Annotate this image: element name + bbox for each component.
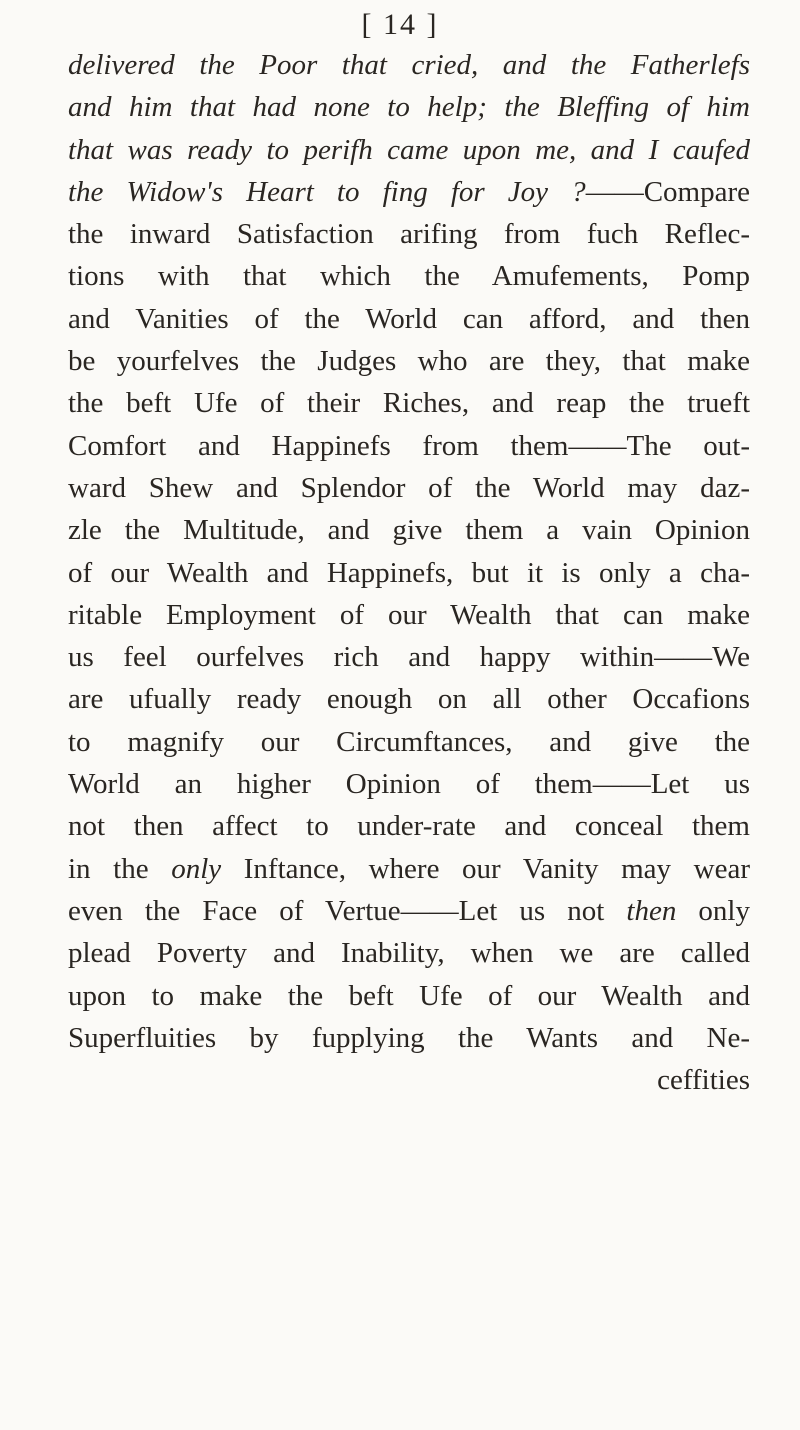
text-line	[68, 171, 750, 213]
text-run: of our Wealth and Happinefs, but it is only a cha-	[68, 556, 750, 589]
text-run: Inftance, where our Vanity may wear	[221, 852, 750, 885]
text-run: in the	[68, 852, 172, 885]
text-line	[68, 975, 750, 1017]
text-run: Superfluities by fupplying the Wants and Ne-	[68, 1021, 750, 1054]
text-line	[68, 1059, 750, 1101]
text-run: that was ready to perifh came upon me, and I caufed	[68, 133, 750, 166]
body-text	[68, 44, 750, 1101]
text-line	[68, 86, 750, 128]
text-line	[68, 129, 750, 171]
text-line	[68, 763, 750, 805]
text-run: World an higher Opinion of them——Let us	[68, 768, 750, 801]
text-line	[68, 255, 750, 297]
text-run: the Widow's Heart to fing for Joy ?	[68, 175, 586, 208]
text-run: Comfort and Happinefs from them——The out-	[68, 429, 750, 462]
text-run: then	[626, 894, 677, 927]
text-line	[68, 340, 750, 382]
text-line	[68, 594, 750, 636]
text-run: ceffities	[657, 1064, 750, 1097]
text-run: delivered the Poor that cried, and the Fatherlefs	[68, 49, 750, 81]
text-line	[68, 44, 750, 86]
text-run: to magnify our Circumftances, and give the	[68, 725, 750, 758]
text-line	[68, 636, 750, 678]
text-line	[68, 805, 750, 847]
text-line	[68, 678, 750, 720]
text-run: the inward Satisfaction arifing from fuch Reflec-	[68, 218, 750, 251]
text-run: are ufually ready enough on all other Occafions	[68, 683, 750, 716]
text-line	[68, 1017, 750, 1059]
text-line	[68, 213, 750, 255]
text-line	[68, 467, 750, 509]
text-run: even the Face of Vertue——Let us not	[68, 894, 627, 927]
text-line	[68, 509, 750, 551]
text-run: not then affect to under-rate and conceal them	[68, 810, 750, 843]
text-run: ritable Employment of our Wealth that can make	[68, 598, 750, 631]
text-run: and him that had none to help; the Bleffing of him	[68, 91, 750, 124]
text-run: be yourfelves the Judges who are they, that make	[68, 345, 750, 378]
text-run: only	[171, 852, 222, 885]
text-run: zle the Multitude, and give them a vain Opinion	[68, 514, 750, 547]
text-line	[68, 721, 750, 763]
text-line	[68, 298, 750, 340]
text-line	[68, 552, 750, 594]
text-run: the beft Ufe of their Riches, and reap the trueft	[68, 387, 750, 420]
text-line	[68, 425, 750, 467]
text-line	[68, 890, 750, 932]
text-run: ——Compare	[585, 175, 750, 208]
text-line	[68, 932, 750, 974]
text-run: ward Shew and Splendor of the World may daz-	[68, 471, 750, 504]
text-line	[68, 382, 750, 424]
text-run: upon to make the beft Ufe of our Wealth and	[68, 979, 750, 1012]
text-line	[68, 848, 750, 890]
text-run: plead Poverty and Inability, when we are called	[68, 937, 750, 970]
text-run: tions with that which the Amufements, Pomp	[68, 260, 750, 293]
page-number: [ 14 ]	[361, 8, 439, 41]
text-run: us feel ourfelves rich and happy within——We	[68, 641, 750, 674]
text-run: only	[676, 894, 750, 927]
text-run: and Vanities of the World can afford, and then	[68, 302, 750, 335]
